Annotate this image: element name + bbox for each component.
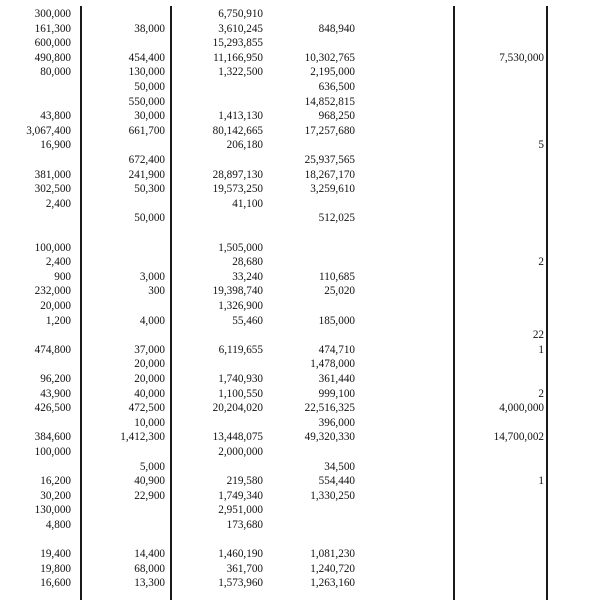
table-row <box>0 373 600 386</box>
table-cell-col-4: 848,940 <box>318 22 355 35</box>
table-row <box>0 154 600 167</box>
table-cell-col-2: 241,900 <box>128 168 165 181</box>
table-row <box>0 96 600 109</box>
table-row <box>0 227 600 240</box>
table-cell-col-1: 474,800 <box>34 343 71 356</box>
table-cell-col-1: 43,900 <box>40 387 71 400</box>
table-cell-col-4: 636,500 <box>318 81 355 93</box>
table-cell-col-3: 28,897,130 <box>212 168 263 181</box>
table-cell-col-1: 900 <box>54 270 71 283</box>
table-cell-col-1: 381,000 <box>34 168 71 181</box>
table-cell-col-2: 472,500 <box>128 402 165 415</box>
table-cell-col-2: 37,000 <box>134 343 165 356</box>
table-cell-col-2: 550,000 <box>128 95 165 108</box>
table-cell-col-3: 20,204,020 <box>212 402 263 415</box>
table-cell-col-1: 384,600 <box>34 431 71 444</box>
table-cell-col-4: 49,320,330 <box>304 431 355 444</box>
table-cell-col-2: 68,000 <box>134 562 165 575</box>
table-row <box>0 563 600 576</box>
table-cell-col-2: 661,700 <box>128 124 165 137</box>
table-cell-col-5: 2 <box>538 256 544 269</box>
table-cell-col-4: 18,267,170 <box>304 168 355 181</box>
table-cell-col-4: 1,240,720 <box>310 562 355 575</box>
table-cell-col-4: 10,302,765 <box>304 51 355 64</box>
table-row <box>0 242 600 255</box>
table-cell-col-2: 1,412,300 <box>120 431 165 444</box>
table-cell-col-2: 130,000 <box>128 66 165 79</box>
table-cell-col-5: 1 <box>538 343 544 356</box>
table-row <box>0 285 600 298</box>
table-row <box>0 66 600 79</box>
table-cell-col-3: 1,460,190 <box>218 548 263 561</box>
table-cell-col-5: 22 <box>532 329 544 342</box>
table-cell-col-4: 3,259,610 <box>310 183 355 196</box>
table-cell-col-1: 20,000 <box>40 300 71 312</box>
table-cell-col-3: 11,166,950 <box>213 51 263 64</box>
table-cell-col-2: 50,300 <box>134 183 165 196</box>
table-row <box>0 519 600 532</box>
table-cell-col-4: 2,195,000 <box>310 66 355 79</box>
table-cell-col-3: 206,180 <box>226 139 263 152</box>
table-cell-col-2: 50,000 <box>134 212 165 225</box>
table-cell-col-3: 13,448,075 <box>212 431 263 444</box>
table-cell-col-1: 16,900 <box>40 139 71 152</box>
table-cell-col-3: 173,680 <box>226 519 263 531</box>
table-cell-col-3: 1,326,900 <box>218 300 263 312</box>
table-row <box>0 358 600 371</box>
table-row <box>0 183 600 196</box>
table-cell-col-4: 110,685 <box>319 270 355 283</box>
table-cell-col-1: 426,500 <box>34 402 71 415</box>
table-cell-col-4: 512,025 <box>318 212 355 225</box>
table-row <box>0 198 600 211</box>
table-cell-col-3: 2,000,000 <box>218 446 263 458</box>
table-cell-col-2: 3,000 <box>139 270 165 283</box>
table-cell-col-3: 1,505,000 <box>218 241 263 254</box>
table-cell-col-5: 5 <box>538 139 544 152</box>
table-cell-col-1: 16,600 <box>40 577 71 590</box>
table-cell-col-1: 490,800 <box>34 51 71 64</box>
table-row <box>0 329 600 342</box>
table-cell-col-3: 2,951,000 <box>218 504 263 517</box>
table-cell-col-2: 50,000 <box>134 81 165 93</box>
table-cell-col-3: 1,322,500 <box>218 66 263 79</box>
table-cell-col-3: 19,573,250 <box>212 183 263 196</box>
table-cell-col-5: 1 <box>538 475 544 488</box>
table-cell-col-3: 15,293,855 <box>212 37 263 50</box>
table-cell-col-2: 300 <box>148 285 165 298</box>
table-row <box>0 534 600 547</box>
table-cell-col-1: 19,800 <box>40 562 71 575</box>
table-cell-col-1: 4,800 <box>45 519 71 531</box>
table-cell-col-2: 13,300 <box>134 577 165 590</box>
table-cell-col-2: 5,000 <box>139 460 165 473</box>
table-cell-col-4: 554,440 <box>318 475 355 488</box>
table-cell-col-3: 33,240 <box>232 270 263 283</box>
table-row <box>0 475 600 488</box>
table-row <box>0 256 600 269</box>
table-cell-col-4: 1,081,230 <box>310 548 355 561</box>
table-cell-col-3: 1,413,130 <box>218 110 263 123</box>
table-cell-col-4: 22,516,325 <box>304 402 355 415</box>
table-cell-col-2: 454,400 <box>128 51 165 64</box>
table-cell-col-1: 1,200 <box>45 314 71 327</box>
table-cell-col-2: 22,900 <box>134 489 165 502</box>
table-row <box>0 169 600 182</box>
table-cell-col-1: 100,000 <box>34 446 71 458</box>
table-cell-col-3: 1,100,550 <box>218 387 263 400</box>
table-cell-col-4: 17,257,680 <box>304 124 355 137</box>
table-cell-col-3: 1,573,960 <box>218 577 263 590</box>
table-cell-col-2: 38,000 <box>134 22 165 35</box>
table-cell-col-2: 40,000 <box>134 387 165 400</box>
table-cell-col-2: 672,400 <box>128 154 165 166</box>
table-row <box>0 548 600 561</box>
table-row <box>0 23 600 36</box>
table-cell-col-2: 10,000 <box>134 416 165 429</box>
table-cell-col-4: 1,263,160 <box>310 577 355 590</box>
table-cell-col-2: 4,000 <box>139 314 165 327</box>
table-row <box>0 8 600 21</box>
table-cell-col-4: 25,020 <box>324 285 355 298</box>
table-row <box>0 315 600 328</box>
table-row <box>0 461 600 474</box>
table-cell-col-1: 161,300 <box>34 22 71 35</box>
table-row <box>0 402 600 415</box>
table-row <box>0 446 600 459</box>
table-row <box>0 110 600 123</box>
table-cell-col-5: 14,700,002 <box>493 431 544 444</box>
table-cell-col-5: 7,530,000 <box>499 51 544 64</box>
table-cell-col-1: 30,200 <box>40 489 71 502</box>
table-cell-col-3: 1,749,340 <box>218 489 263 502</box>
table-cell-col-4: 474,710 <box>318 343 355 356</box>
table-cell-col-1: 600,000 <box>34 37 71 50</box>
table-row <box>0 81 600 94</box>
table-cell-col-5: 2 <box>538 387 544 400</box>
table-cell-col-3: 1,740,930 <box>218 373 263 385</box>
table-cell-col-4: 999,100 <box>318 387 355 400</box>
table-cell-col-2: 20,000 <box>134 358 165 371</box>
table-cell-col-1: 80,000 <box>40 66 71 79</box>
table-cell-col-1: 130,000 <box>34 504 71 517</box>
table-cell-col-3: 55,460 <box>232 314 263 327</box>
table-row <box>0 52 600 65</box>
table-cell-col-1: 3,067,400 <box>26 124 71 137</box>
table-row <box>0 271 600 284</box>
table-cell-col-4: 185,000 <box>318 314 355 327</box>
table-cell-col-3: 6,119,655 <box>218 343 263 356</box>
table-row <box>0 300 600 313</box>
table-cell-col-5: 4,000,000 <box>499 402 544 415</box>
table-cell-col-3: 28,680 <box>232 256 263 269</box>
table-cell-col-3: 6,750,910 <box>218 8 263 20</box>
table-row <box>0 431 600 444</box>
table-cell-col-1: 2,400 <box>45 197 71 210</box>
table-cell-col-4: 361,440 <box>318 373 355 385</box>
table-cell-col-1: 43,800 <box>40 110 71 123</box>
table-cell-col-1: 302,500 <box>34 183 71 196</box>
table-row <box>0 504 600 517</box>
table-cell-col-1: 16,200 <box>40 475 71 488</box>
table-row <box>0 344 600 357</box>
table-row <box>0 388 600 401</box>
table-cell-col-4: 1,478,000 <box>310 358 355 371</box>
table-cell-col-4: 1,330,250 <box>310 489 355 502</box>
table-cell-col-4: 14,852,815 <box>304 95 355 108</box>
table-row <box>0 417 600 430</box>
table-cell-col-4: 25,937,565 <box>304 154 355 166</box>
table-row <box>0 37 600 50</box>
table-cell-col-3: 80,142,665 <box>212 124 263 137</box>
table-cell-col-1: 232,000 <box>34 285 71 298</box>
table-cell-col-3: 41,100 <box>232 197 263 210</box>
table-cell-col-4: 34,500 <box>324 460 355 473</box>
table-cell-col-2: 30,000 <box>134 110 165 123</box>
table-row <box>0 490 600 503</box>
table-cell-col-1: 100,000 <box>34 241 71 254</box>
table-cell-col-3: 3,610,245 <box>218 22 263 35</box>
table-row <box>0 212 600 225</box>
table-cell-col-1: 300,000 <box>34 8 71 20</box>
table-cell-col-4: 968,250 <box>318 110 355 123</box>
table-cell-col-4: 396,000 <box>318 416 355 429</box>
table-cell-col-3: 219,580 <box>226 475 263 488</box>
table-cell-col-1: 2,400 <box>45 256 71 269</box>
table-cell-col-1: 19,400 <box>40 548 71 561</box>
table-row <box>0 577 600 590</box>
table-row <box>0 125 600 138</box>
table-cell-col-3: 361,700 <box>226 562 263 575</box>
table-cell-col-1: 96,200 <box>40 373 71 385</box>
table-cell-col-2: 20,000 <box>134 373 165 385</box>
table-cell-col-2: 40,900 <box>134 475 165 488</box>
table-row <box>0 139 600 152</box>
table-cell-col-2: 14,400 <box>134 548 165 561</box>
table-cell-col-3: 19,398,740 <box>212 285 263 298</box>
